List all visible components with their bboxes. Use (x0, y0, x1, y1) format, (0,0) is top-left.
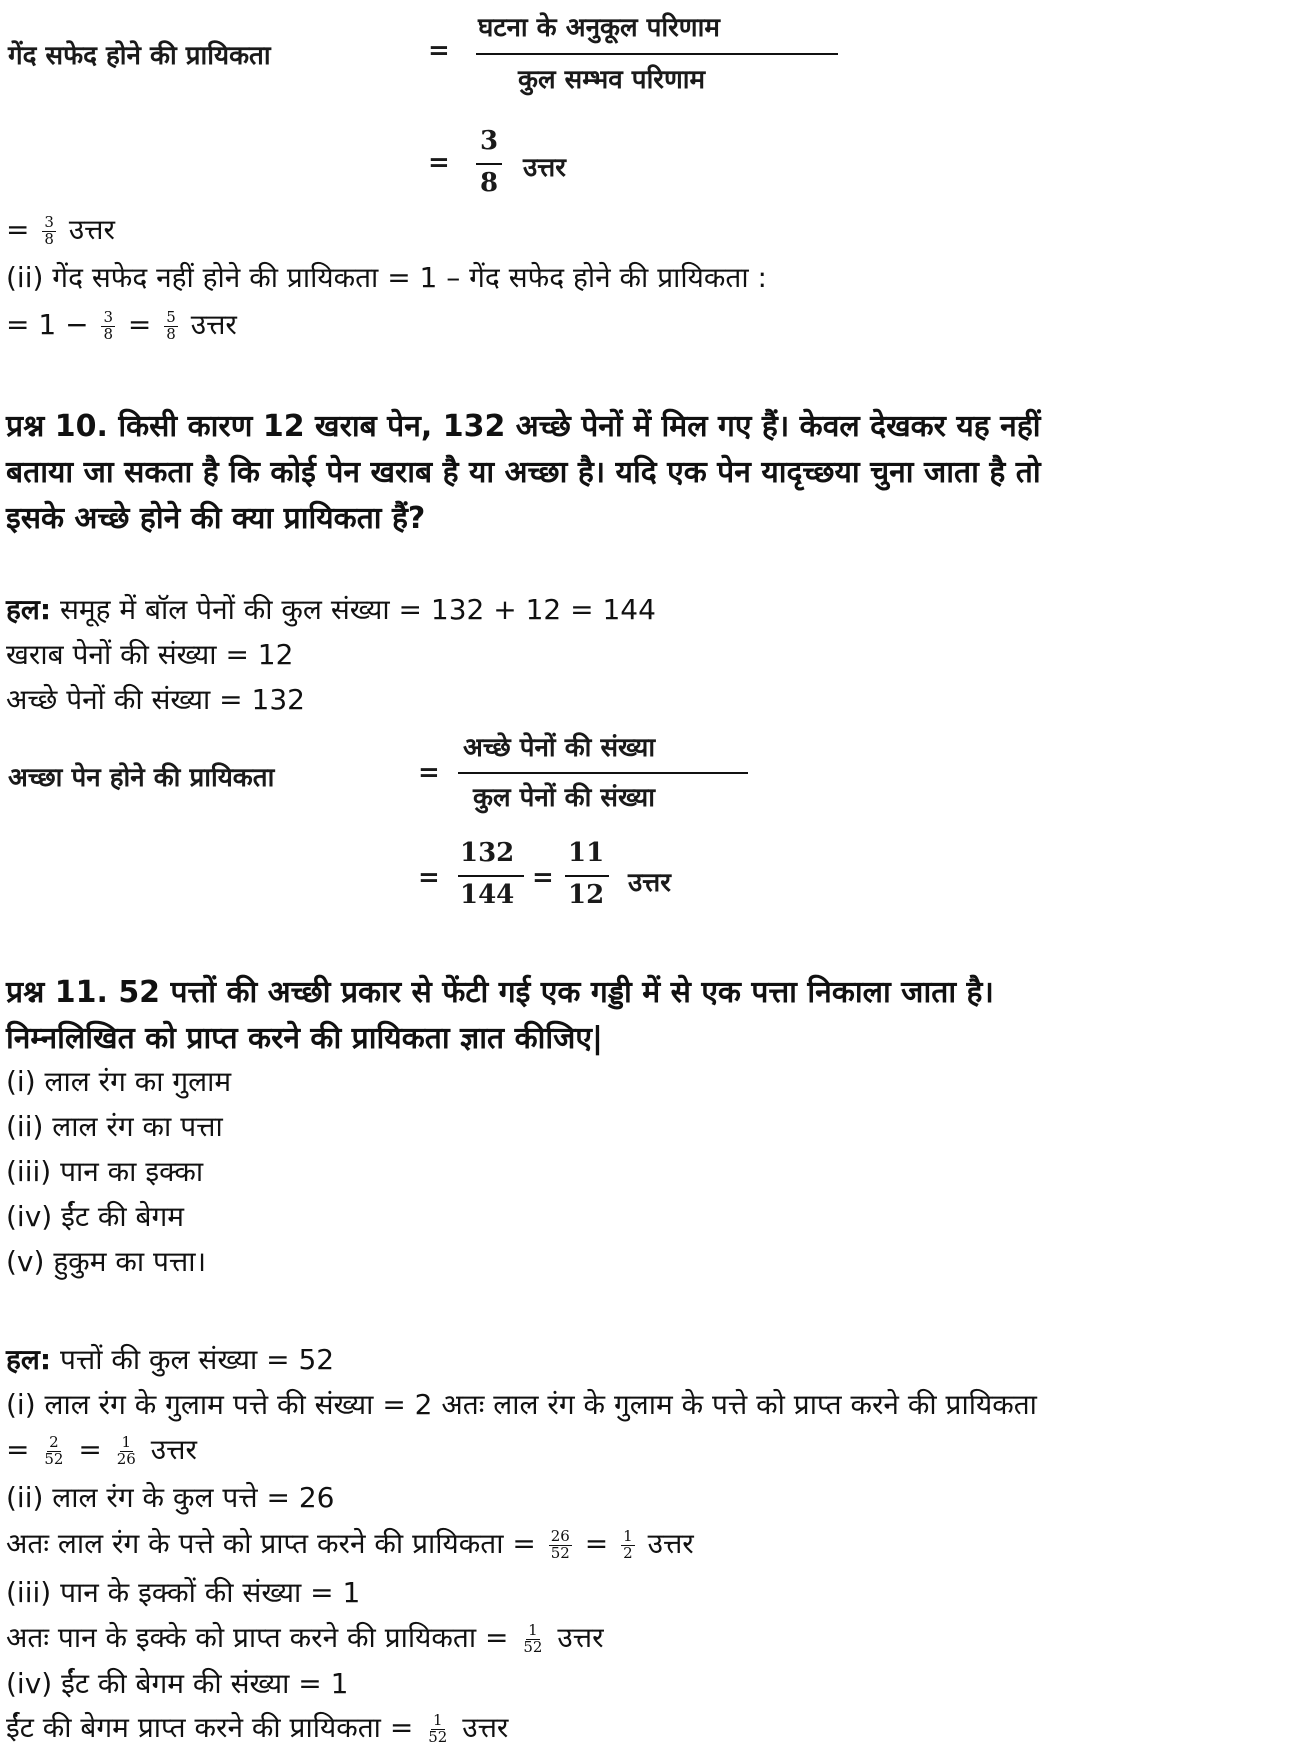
equals: = (485, 1621, 509, 1654)
fraction (101, 307, 115, 343)
solution-label: हल: (6, 593, 52, 626)
denominator: 8 (103, 324, 113, 343)
result-line-c (6, 305, 237, 345)
formula2-r1-bar (458, 875, 524, 877)
solution-11-line-8: (iv) ईंट की बेगम की संख्या = 1 (6, 1667, 349, 1700)
formula2-numerator: अच्छे पेनों की संख्या (463, 733, 656, 763)
result-line-a (6, 210, 115, 250)
question-11-item-5: (v) हुकुम का पत्ता। (6, 1245, 207, 1278)
equals: = (6, 1433, 30, 1466)
solution-10-line-3: अच्छे पेनों की संख्या = 132 (6, 683, 305, 716)
answer-label: उत्तर (557, 1621, 604, 1654)
numerator: 26 (550, 1526, 570, 1545)
formula1-lhs: गेंद सफेद होने की प्रायिकता (8, 41, 271, 71)
solution-text: अतः लाल रंग के पत्ते को प्राप्त करने की प्रायिकता (6, 1527, 504, 1560)
fraction (42, 1432, 65, 1468)
numerator: 3 (103, 307, 113, 326)
formula1-eq: = (428, 36, 450, 66)
fraction (426, 1710, 449, 1746)
equals: = (584, 1527, 609, 1560)
text-line-b: (ii) गेंद सफेद नहीं होने की प्रायिकता = 1 – गेंद सफेद होने की प्रायिकता : (6, 261, 767, 294)
formula1-result-bar (476, 163, 502, 165)
fraction (42, 212, 56, 248)
question-11-item-1: (i) लाल रंग का गुलाम (6, 1065, 232, 1098)
fraction (549, 1526, 572, 1562)
formula2-r2-bar (565, 875, 609, 877)
solution-11-line-2: (i) लाल रंग के गुलाम पत्ते की संख्या = 2 अतः लाल रंग के गुलाम के पत्ते को प्राप्त करने की प्रायिकता (6, 1388, 1037, 1421)
question-11-item-3: (iii) पान का इक्का (6, 1155, 204, 1188)
solution-text: ईंट की बेगम प्राप्त करने की प्रायिकता (6, 1711, 381, 1744)
formula2-r2-den: 12 (568, 880, 605, 910)
formula2-eq: = (418, 758, 440, 788)
solution-10-line-2: खराब पेनों की संख्या = 12 (6, 638, 294, 671)
formula2-lhs: अच्छा पेन होने की प्रायिकता (8, 763, 275, 793)
denominator: 52 (44, 1449, 64, 1468)
solution-11-line-9 (6, 1708, 508, 1748)
numerator: 3 (44, 212, 54, 231)
denominator: 8 (166, 324, 176, 343)
denominator: 52 (428, 1727, 448, 1746)
question-11-line-1: प्रश्न 11. 52 पत्तों की अच्छी प्रकार से फेंटी गई एक गड्डी में से एक पत्ता निकाला जाता है। (6, 975, 994, 1010)
answer-label: उत्तर (190, 308, 237, 341)
question-11-line-2: निम्नलिखित को प्राप्त करने की प्रायिकता ज्ञात कीजिए| (6, 1021, 603, 1056)
answer-label: उत्तर (647, 1527, 694, 1560)
numerator: 1 (528, 1620, 538, 1639)
question-11-item-2: (ii) लाल रंग का पत्ता (6, 1110, 223, 1143)
formula1-numerator: घटना के अनुकूल परिणाम (478, 13, 720, 43)
solution-text: पत्तों की कुल संख्या = 52 (51, 1343, 335, 1376)
formula1-result-num: 3 (480, 126, 499, 156)
formula2-r2-num: 11 (568, 838, 605, 868)
formula1-result-den: 8 (480, 168, 499, 198)
formula1-fraction-bar (476, 53, 838, 55)
denominator: 8 (44, 229, 54, 248)
numerator: 1 (623, 1526, 633, 1545)
formula2-r1-den: 144 (460, 880, 515, 910)
equals: = (512, 1527, 536, 1560)
question-10-line-2: बताया जा सकता है कि कोई पेन खराब है या अच्छा है। यदि एक पेन यादृच्छया चुना जाता है तो (6, 455, 1041, 490)
answer-label: उत्तर (462, 1711, 509, 1744)
numerator: 1 (121, 1432, 132, 1451)
denominator: 52 (550, 1543, 570, 1562)
formula2-result-eq: = (418, 863, 440, 893)
equals-one-minus: = 1 − (6, 308, 89, 341)
solution-11-line-4: (ii) लाल रंग के कुल पत्ते = 26 (6, 1481, 335, 1514)
solution-text: अतः पान के इक्के को प्राप्त करने की प्रायिकता (6, 1621, 477, 1654)
solution-text: समूह में बॉल पेनों की कुल संख्या = 132 + 12 = 144 (51, 593, 656, 626)
equals: = (6, 213, 30, 246)
formula2-denominator: कुल पेनों की संख्या (473, 783, 655, 813)
solution-11-line-5 (6, 1524, 694, 1564)
question-10-line-1: प्रश्न 10. किसी कारण 12 खराब पेन, 132 अच्छे पेनों में मिल गए हैं। केवल देखकर यह नहीं (6, 409, 1041, 444)
question-11-item-4: (iv) ईंट की बेगम (6, 1200, 185, 1233)
formula1-result-eq: = (428, 148, 450, 178)
solution-11-line-6: (iii) पान के इक्कों की संख्या = 1 (6, 1576, 361, 1609)
denominator: 52 (523, 1637, 543, 1656)
equals: = (78, 1433, 102, 1466)
equals: = (127, 308, 152, 341)
solution-11-line-3 (6, 1430, 197, 1470)
answer-label: उत्तर (150, 1433, 197, 1466)
denominator: 26 (116, 1449, 136, 1468)
numerator: 2 (49, 1432, 59, 1451)
fraction (115, 1432, 138, 1468)
solution-11-line-7 (6, 1618, 604, 1658)
answer-label: उत्तर (68, 213, 115, 246)
formula1-answer: उत्तर (523, 153, 566, 183)
equals: = (389, 1711, 414, 1744)
solution-10-line-1 (6, 590, 656, 630)
fraction (621, 1526, 635, 1562)
formula2-answer: उत्तर (628, 868, 671, 898)
denominator: 2 (623, 1543, 633, 1562)
formula1-denominator: कुल सम्भव परिणाम (518, 65, 706, 95)
formula2-r2-eq: = (532, 863, 554, 893)
question-10-line-3: इसके अच्छे होने की क्या प्रायिकता हैं? (6, 501, 426, 536)
solution-11-line-1 (6, 1340, 334, 1380)
formula2-r1-num: 132 (460, 838, 515, 868)
solution-label: हल: (6, 1343, 52, 1376)
numerator: 5 (166, 307, 176, 326)
formula2-fraction-bar (458, 772, 748, 774)
fraction (521, 1620, 544, 1656)
numerator: 1 (432, 1710, 443, 1729)
fraction (164, 307, 178, 343)
